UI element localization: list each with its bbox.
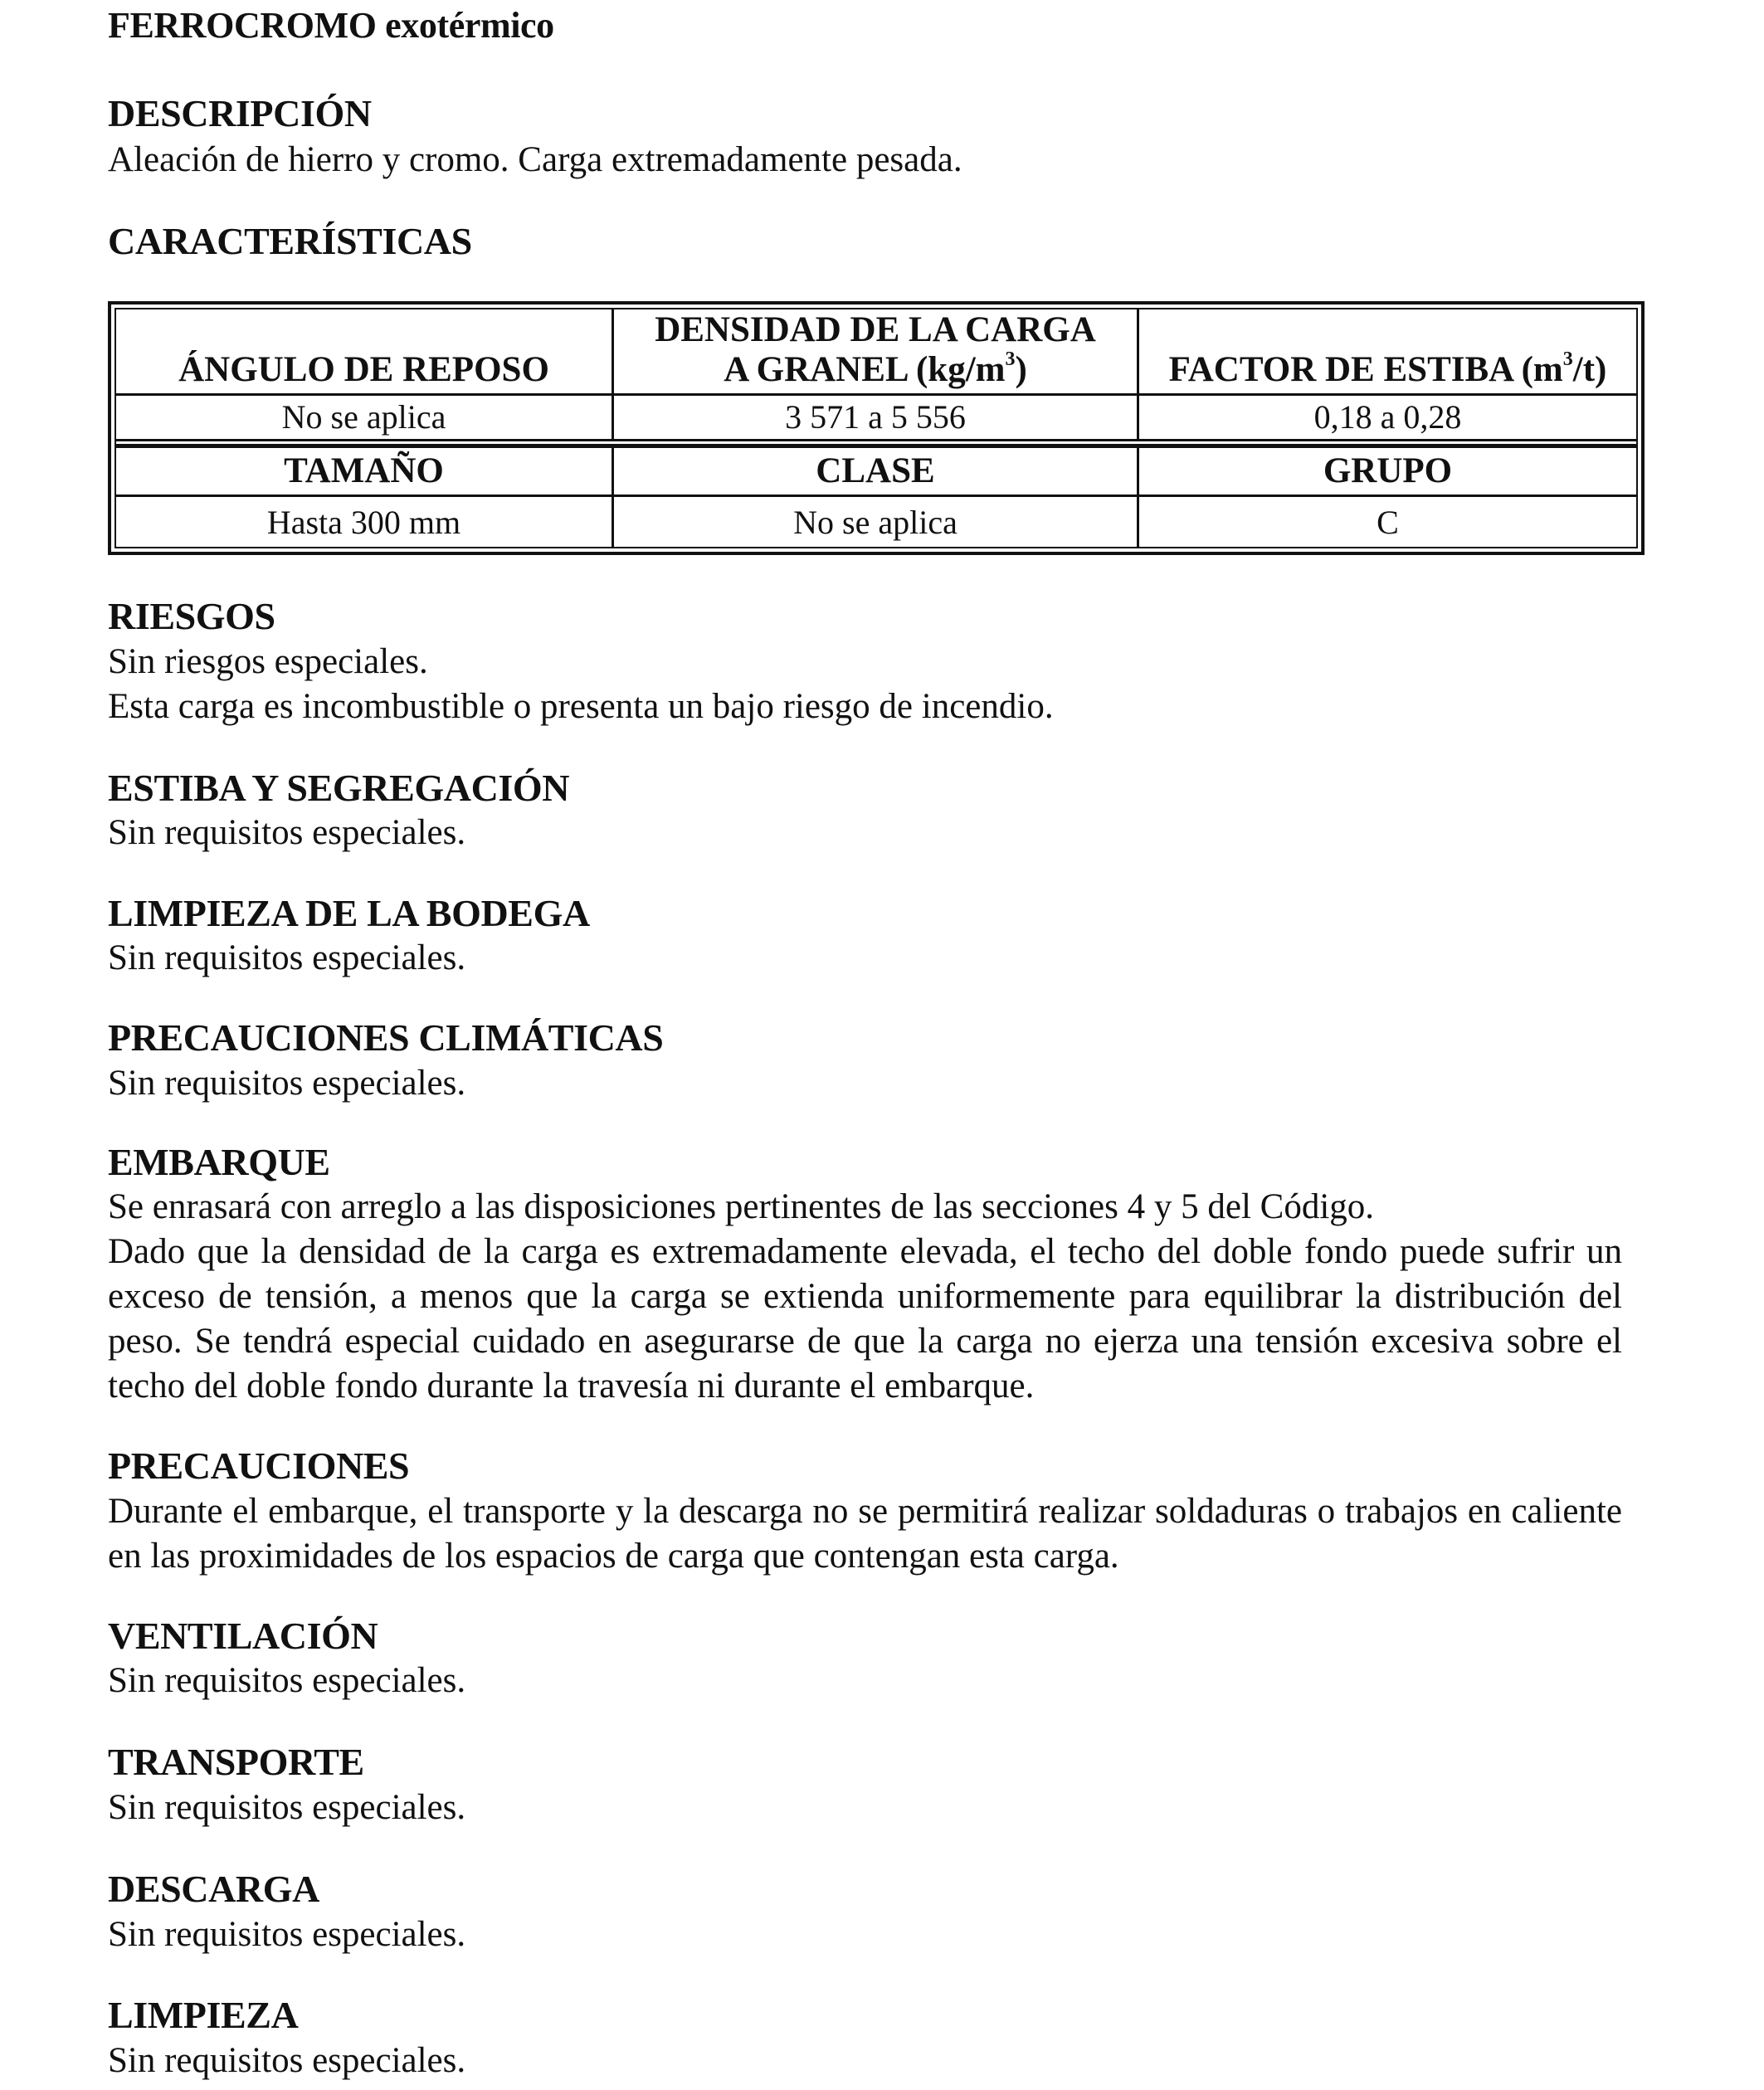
heading-limpieza: LIMPIEZA (108, 1994, 299, 2036)
header-densidad-line2: A GRANEL $(kg/m^3)$ (724, 348, 1027, 389)
table-double-rule (116, 439, 1636, 448)
heading-climaticas: PRECAUCIONES CLIMÁTICAS (108, 1016, 664, 1059)
heading-limpieza-bodega: LIMPIEZA DE LA BODEGA (108, 892, 590, 934)
table-header-row-1 (116, 309, 1636, 393)
heading-riesgos: RIESGOS (108, 595, 275, 637)
text-estiba: Sin requisitos especiales. (108, 813, 466, 852)
table-inner-border (115, 308, 1638, 548)
value-densidad: 3 571 a 5 556 (614, 396, 1139, 439)
text-embarque-1: Se enrasará con arreglo a las disposiciones pertinentes de las secciones 4 y 5 del Código. (108, 1187, 1375, 1226)
value-tamano: Hasta 300 mm (116, 497, 614, 548)
text-precauciones: Durante el embarque, el transporte y la descarga no se permitirá realizar soldaduras o trabajos en caliente en las proximidades de los espacios de carga que contengan esta carga. (108, 1492, 1622, 1576)
heading-descarga: DESCARGA (108, 1868, 319, 1910)
value-grupo: C (1377, 504, 1399, 541)
header-tamano: TAMAÑO (116, 448, 614, 494)
heading-precauciones: PRECAUCIONES (108, 1444, 410, 1487)
heading-estiba: ESTIBA Y SEGREGACIÓN (108, 767, 570, 809)
heading-embarque: EMBARQUE (108, 1141, 330, 1183)
header-grupo: GRUPO (1323, 451, 1453, 490)
table-value-row-2 (116, 497, 1636, 548)
document-title: FERROCROMO exotérmico (108, 5, 554, 46)
table-header-row-2 (116, 448, 1636, 494)
header-angulo-reposo: ÁNGULO DE REPOSO (116, 309, 614, 393)
heading-descripcion: DESCRIPCIÓN (108, 92, 372, 134)
header-densidad-line1: DENSIDAD DE LA CARGA (655, 310, 1096, 349)
text-climaticas: Sin requisitos especiales. (108, 1064, 466, 1103)
text-riesgos-2: Esta carga es incombustible o presenta un bajo riesgo de incendio. (108, 687, 1054, 726)
text-transporte: Sin requisitos especiales. (108, 1788, 466, 1827)
header-factor-estiba: FACTOR DE ESTIBA $(m^3/t)$ (1168, 348, 1607, 389)
text-descripcion: Aleación de hierro y cromo. Carga extremadamente pesada. (108, 140, 962, 179)
text-riesgos-1: Sin riesgos especiales. (108, 642, 428, 681)
heading-caracteristicas: CARACTERÍSTICAS (108, 220, 472, 262)
value-clase: No se aplica (614, 497, 1139, 548)
header-clase: CLASE (614, 448, 1139, 494)
heading-transporte: TRANSPORTE (108, 1741, 364, 1783)
heading-ventilacion: VENTILACIÓN (108, 1615, 378, 1657)
value-angulo-reposo: No se aplica (116, 396, 614, 439)
text-limpieza: Sin requisitos especiales. (108, 2041, 466, 2080)
text-descarga: Sin requisitos especiales. (108, 1915, 466, 1954)
header-densidad (614, 309, 1139, 393)
table-value-row-1 (116, 396, 1636, 439)
text-embarque-2: Dado que la densidad de la carga es extremadamente elevada, el techo del doble fondo puede sufrir un exceso de tensión, a menos que la carga se extienda uniformemente para equilibrar la distribución del peso. Se tendrá especial cuidado en asegurarse de que la carga no ejerza una tensión excesiva sobre el techo del doble fondo durante la travesía ni durante el embarque. (108, 1232, 1622, 1406)
value-factor-estiba: 0,18 a 0,28 (1313, 398, 1462, 436)
text-ventilacion: Sin requisitos especiales. (108, 1661, 466, 1700)
characteristics-table (108, 301, 1645, 555)
text-limpieza-bodega: Sin requisitos especiales. (108, 938, 466, 977)
